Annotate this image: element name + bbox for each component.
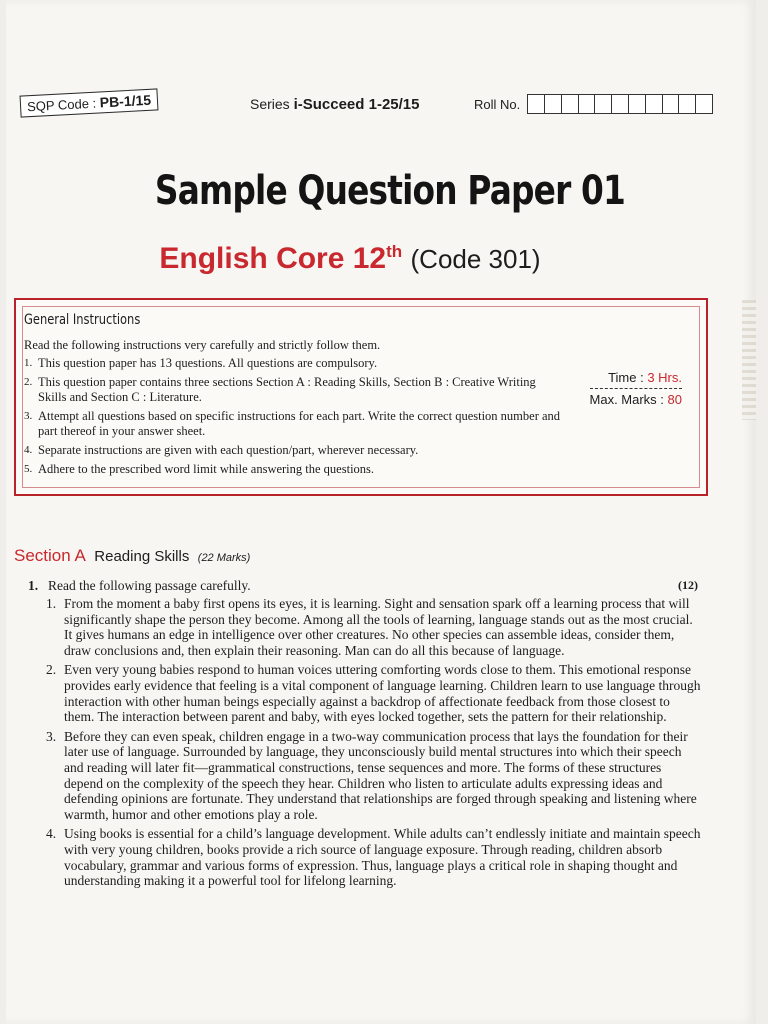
section-title: Reading Skills xyxy=(94,548,190,565)
time-marks-box xyxy=(590,370,682,407)
instructions-list xyxy=(24,356,564,481)
passage xyxy=(46,596,701,893)
sqp-code-label: SQP Code : xyxy=(26,95,101,115)
passage-paragraph: 2. Even very young babies respond to human voices uttering comforting words close to them. This emotional response provides early evidence that feeling is a vital component of language learning. Children learn to use language through interaction with other human beings especially against a backdrop of affectionate feedback from those closest to them. The interaction between parent and baby, with eyes locked together, sets the pattern for their relationship. xyxy=(46,662,701,725)
roll-number-label: Roll No. xyxy=(474,96,521,112)
instruction-item: 3. Attempt all questions based on specific instructions for each part. Write the correct question number and part thereof in your answer sheet. xyxy=(24,409,561,438)
series-label: Series xyxy=(250,96,294,112)
question-text: Read the following passage carefully. xyxy=(48,578,251,593)
instruction-item: 1. This question paper has 13 questions. All questions are compulsory. xyxy=(24,356,378,370)
subject-grade-suffix: th xyxy=(386,242,403,261)
passage-paragraph: 3. Before they can even speak, children engage in a two-way communication process that lays the foundation for their later use of language. Surrounded by language, they unconsciously build mental structures into which their speech and reading will later fit—grammatical constructions, tense sequences and more. The forms of these structures depend on the complexity of the speech they hear. Children who listen to articulate adults expressing ideas and defending opinions are fortunate. They understand that relationships are forged through speaking and listening where warmth, humor and other emotions play a role. xyxy=(46,728,697,822)
question-number: 1. xyxy=(28,578,39,593)
instruction-item: 4. Separate instructions are given with each question/part, wherever necessary. xyxy=(24,443,419,457)
section-name: Section A xyxy=(14,546,86,565)
instruction-item: 5. Adhere to the prescribed word limit while answering the questions. xyxy=(24,462,375,476)
passage-paragraph: 4. Using books is essential for a child’s language development. While adults can’t endlessly initiate and maintain speech with very young children, books provide a rich source of language exposure. Through reading, children absorb vocabulary, grammar and various forms of expression. Thus, language plays a critical role in shaping thought and understanding making it a powerful tool for lifelong learning. xyxy=(46,826,701,889)
binding-edge xyxy=(742,300,756,420)
question-1 xyxy=(28,578,698,594)
instruction-item: 2. This question paper contains three sections Section A : Reading Skills, Section B : Creative Writing Skills and Section C : Literature. xyxy=(24,375,536,404)
general-instructions-box xyxy=(14,298,708,496)
question-paper-page xyxy=(6,0,756,1024)
series-info xyxy=(250,96,419,113)
subject-code: (Code 301) xyxy=(410,244,541,274)
question-marks: (12) xyxy=(678,578,698,592)
section-heading xyxy=(14,546,250,566)
divider xyxy=(590,388,682,389)
passage-paragraph: 1. From the moment a baby first opens its eyes, it is learning. Sight and sensation spark off a learning process that will significantly shape the person they become. Among all the tools of learning, language stands out as the most crucial. It gives humans an edge in intelligence over other creatures. No other species can assemble ideas, consider them, draw conclusions and, then explain their reasoning. Man can do all this because of language. xyxy=(46,596,693,658)
time-allowed: Time : 3 Hrs. xyxy=(608,370,682,385)
roll-number xyxy=(474,94,713,114)
paper-title: Sample Question Paper 01 xyxy=(154,168,626,214)
sqp-code-box xyxy=(20,88,159,117)
instructions-lead: Read the following instructions very carefully and strictly follow them. xyxy=(24,338,381,352)
instructions-heading: General Instructions xyxy=(24,312,141,328)
series-value: i-Succeed 1-25/15 xyxy=(293,96,420,113)
paper-subtitle xyxy=(6,242,694,276)
paper-header xyxy=(14,88,754,122)
roll-number-boxes[interactable] xyxy=(528,94,713,114)
subject-name: English Core 12 xyxy=(159,242,387,275)
section-marks: (22 Marks) xyxy=(197,552,251,564)
sqp-code-value: PB-1/15 xyxy=(99,91,152,111)
max-marks: Max. Marks : 80 xyxy=(589,392,682,407)
